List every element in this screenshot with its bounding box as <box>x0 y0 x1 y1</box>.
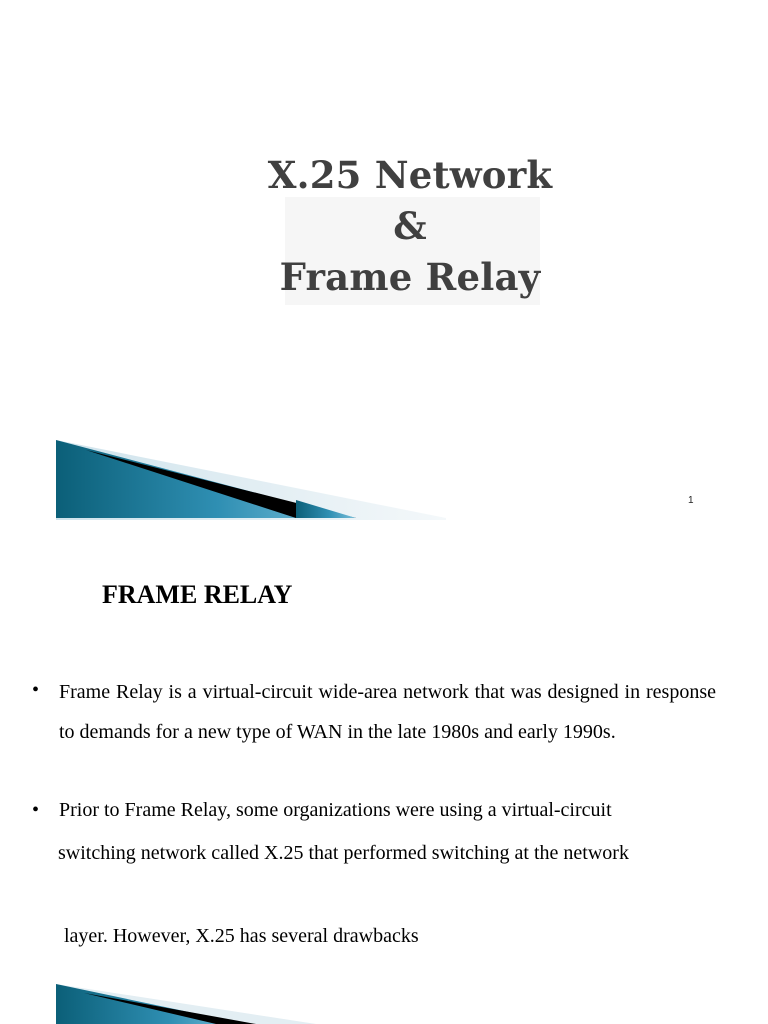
title-line-1: X.25 Network <box>267 153 553 197</box>
bullet-item-2-line-1: Prior to Frame Relay, some organizations were using a virtual-circuit <box>59 799 612 821</box>
decorative-wedge-top <box>56 440 446 520</box>
section-heading: FRAME RELAY <box>102 580 293 609</box>
bullet-marker: • <box>32 799 40 821</box>
title-line-3: Frame Relay <box>279 255 541 299</box>
bullet-marker: • <box>32 679 40 701</box>
slide-title <box>200 150 620 303</box>
bullet-item-2-line-3: layer. However, X.25 has several drawbacks <box>64 925 419 947</box>
slide-number: 1 <box>688 495 694 506</box>
decorative-wedge-bottom <box>56 984 316 1024</box>
bullet-item-1: Frame Relay is a virtual-circuit wide-area network that was designed in response to demands for a new type of WAN in the late 1980s and early 1990s. <box>59 681 716 743</box>
title-line-2: & <box>393 204 427 248</box>
bullet-item-2-line-2: switching network called X.25 that performed switching at the network <box>58 842 629 864</box>
